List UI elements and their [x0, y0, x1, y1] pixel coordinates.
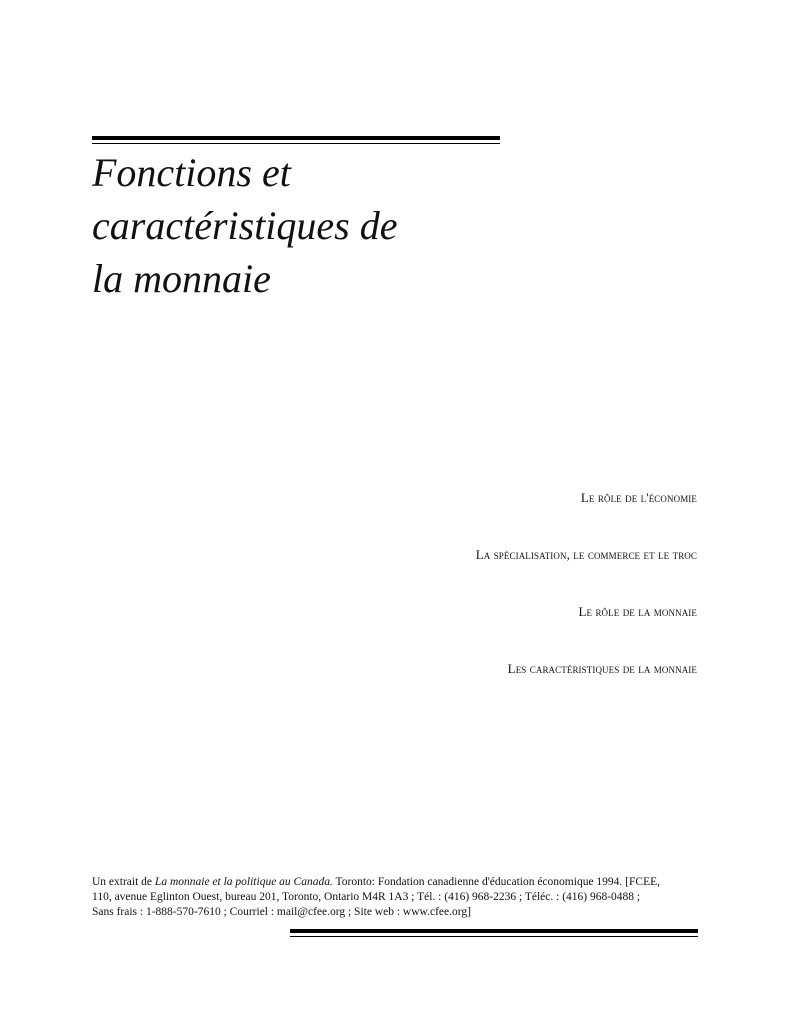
topic-item-role-monnaie: Le rôle de la monnaie: [578, 604, 697, 619]
footer-rule-thin: [290, 936, 698, 937]
page-title: [92, 146, 552, 305]
topic-item-specialisation: La spécialisation, le commerce et le troc: [475, 547, 697, 562]
citation-prefix: Un extrait de: [92, 876, 155, 888]
topic-item-caracteristiques: Les caractéristiques de la monnaie: [507, 661, 697, 676]
citation-book-title: La monnaie et la politique au Canada.: [154, 876, 333, 888]
source-citation: [92, 875, 702, 920]
citation-line-3: Sans frais : 1-888-570-7610 ; Courriel : mail@cfee.org ; Site web : www.cfee.org]: [92, 906, 471, 918]
citation-line-2: 110, avenue Eglinton Ouest, bureau 201, Toronto, Ontario M4R 1A3 ; Tél. : (416) 968-2236 ; Téléc. : (416) 968-0488 ;: [92, 891, 641, 903]
title-top-rule-thick: [92, 136, 500, 140]
footer-rule-thick: [290, 929, 698, 933]
title-top-rule-thin: [92, 143, 500, 144]
page-title-line-2: caractéristiques de: [92, 203, 398, 248]
citation-publisher: Toronto: Fondation canadienne d'éducation économique 1994. [FCEE,: [332, 876, 660, 888]
citation-line-1: [92, 875, 702, 890]
page-title-line-3: la monnaie: [92, 256, 271, 301]
topic-item-role-economie: Le rôle de l'économie: [580, 490, 697, 505]
page-title-line-1: Fonctions et: [92, 150, 291, 195]
topic-list: [197, 488, 697, 716]
